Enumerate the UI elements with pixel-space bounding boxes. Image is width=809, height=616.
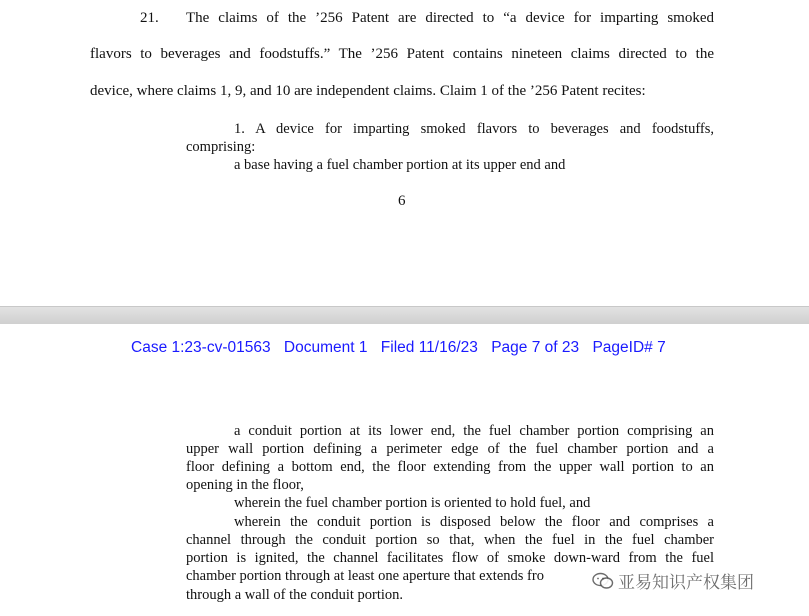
paragraph-number: 21. xyxy=(140,10,159,26)
claim-text-line-3: floor defining a bottom end, the floor extending from the upper wall portion to an xyxy=(186,459,714,475)
paragraph-line-2: flavors to beverages and foodstuffs.” The ’256 Patent contains nineteen claims directed to the xyxy=(90,46,714,62)
claim-line-2: comprising: xyxy=(186,139,256,155)
claim-text-line-8: portion is ignited, the channel facilitates flow of smoke down-ward from the fuel xyxy=(186,550,714,566)
claim-text-line-1: a conduit portion at its lower end, the fuel chamber portion comprising an xyxy=(234,423,714,439)
header-page-id: PageID# 7 xyxy=(592,339,666,356)
wechat-icon xyxy=(592,572,614,590)
header-page: Page 7 of 23 xyxy=(491,339,580,356)
claim-text-line-10: through a wall of the conduit portion. xyxy=(186,587,404,603)
paragraph-line-3: device, where claims 1, 9, and 10 are independent claims. Claim 1 of the ’256 Patent recites: xyxy=(90,83,646,99)
claim-text-line-6: wherein the conduit portion is disposed below the floor and comprises a xyxy=(234,514,714,530)
header-filed-date: Filed 11/16/23 xyxy=(380,339,478,356)
document-page-top xyxy=(0,0,809,306)
watermark xyxy=(592,568,754,593)
watermark-text: 亚易知识产权集团 xyxy=(618,573,754,593)
claim-line-1: 1. A device for imparting smoked flavors to beverages and foodstuffs, xyxy=(234,121,714,137)
claim-text-line-7: channel through the conduit portion so that, when the fuel in the fuel chamber xyxy=(186,532,714,548)
claim-text-line-9: chamber portion through at least one aperture that extends fro xyxy=(186,568,544,584)
header-case-number: Case 1:23-cv-01563 xyxy=(131,339,271,356)
claim-text-line-5: wherein the fuel chamber portion is oriented to hold fuel, and xyxy=(234,495,591,511)
claim-text-line-2: upper wall portion defining a perimeter edge of the fuel chamber portion and a xyxy=(186,441,714,457)
court-filing-header xyxy=(131,339,675,357)
paragraph-line-1: The claims of the ’256 Patent are directed to “a device for imparting smoked xyxy=(186,10,714,26)
page-separator xyxy=(0,306,809,325)
header-document: Document 1 xyxy=(283,339,368,356)
page-number: 6 xyxy=(398,193,406,209)
claim-text-line-4: opening in the floor, xyxy=(186,477,304,493)
claim-line-3: a base having a fuel chamber portion at its upper end and xyxy=(234,157,566,173)
